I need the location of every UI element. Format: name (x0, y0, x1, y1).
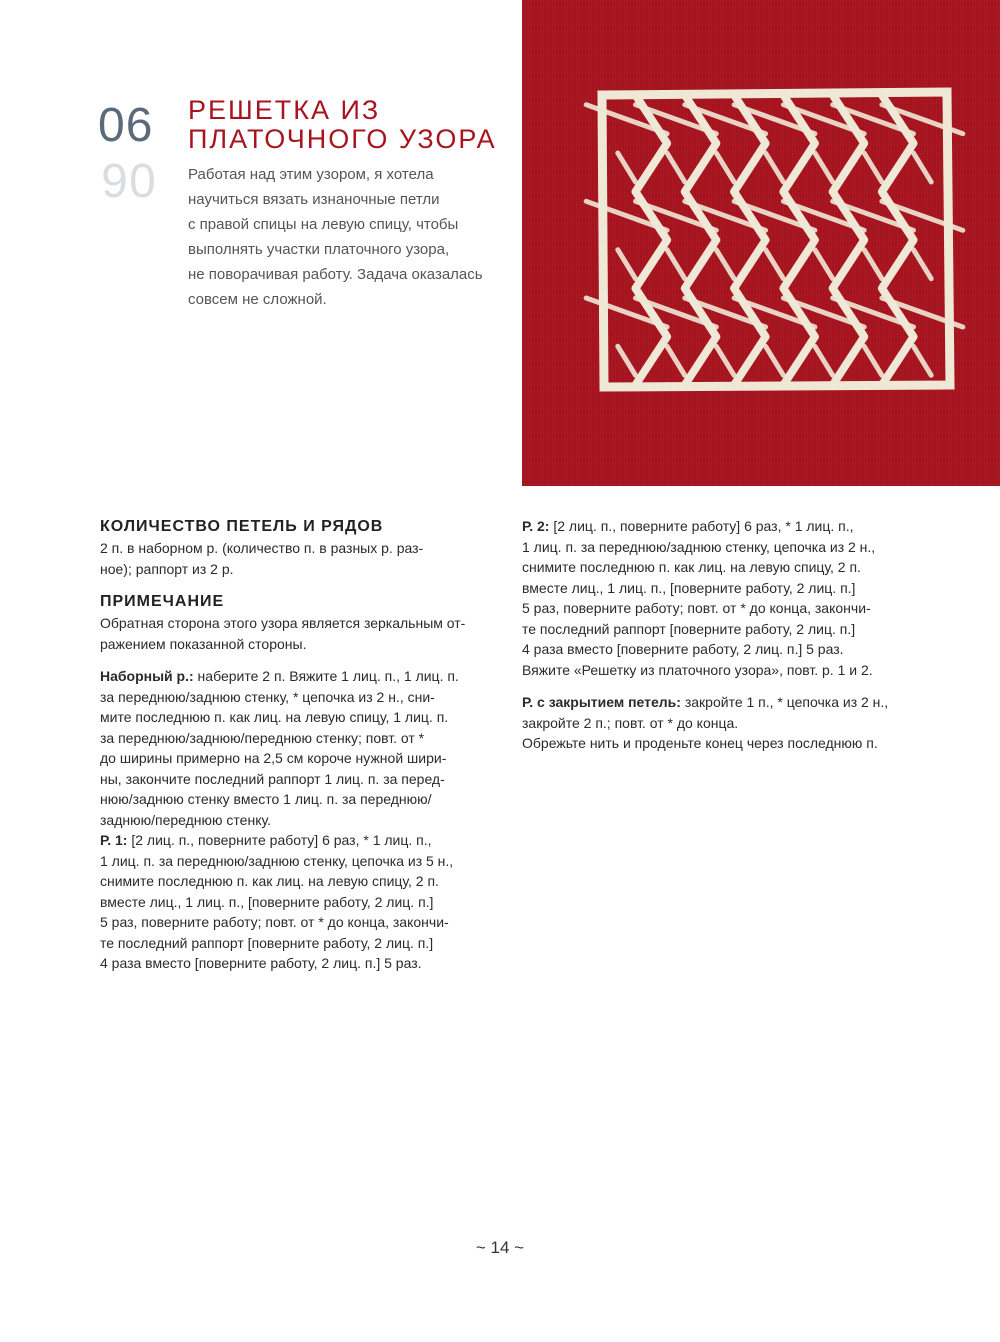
row-2-text (522, 516, 942, 680)
stitch-count-text (100, 538, 500, 579)
pattern-number: 06 (98, 99, 154, 152)
text-line: 4 раза вместо [поверните работу, 2 лиц. п.] 5 раз. (522, 641, 844, 657)
stitch-count-heading: КОЛИЧЕСТВО ПЕТЕЛЬ И РЯДОВ (100, 518, 384, 535)
text-line (100, 666, 500, 687)
text-line: ражением показанной стороны. (100, 635, 307, 652)
text-line: нюю/заднюю стенку вместо 1 лиц. п. за переднюю/ (100, 791, 432, 807)
text-line (522, 692, 942, 713)
title-line: РЕШЕТКА ИЗ (188, 95, 381, 125)
text-line: снимите последнюю п. как лиц. на левую спицу, 2 п. (100, 873, 439, 889)
text-fragment: наберите 2 п. Вяжите 1 лиц. п., 1 лиц. п. (193, 668, 459, 684)
intro-text (188, 162, 508, 312)
text-line: Обратная сторона этого узора является зеркальным от- (100, 615, 466, 631)
row-1-label: Р. 1: (100, 832, 128, 848)
intro-line: совсем не сложной. (188, 291, 327, 308)
intro-line: с правой спицы на левую спицу, чтобы (188, 216, 459, 233)
text-line: 2 п. в наборном р. (количество п. в разных р. раз- (100, 540, 424, 556)
text-fragment: [2 лиц. п., поверните работу] 6 раз, * 1 лиц. п., (549, 518, 854, 534)
text-line: 1 лиц. п. за переднюю/заднюю стенку, цепочка из 5 н., (100, 852, 454, 869)
text-line: заднюю/переднюю стенку. (100, 811, 271, 828)
pattern-number-reflection: 06 (100, 153, 156, 206)
note-heading: ПРИМЕЧАНИЕ (100, 593, 225, 610)
text-line: вместе лиц., 1 лиц. п., [поверните работу, 2 лиц. п.] (100, 893, 434, 910)
cast-on-label: Наборный р.: (100, 668, 194, 684)
text-line: те последний раппорт [поверните работу, 2 лиц. п.] (100, 934, 434, 951)
text-line: закройте 2 п.; повт. от * до конца. (522, 714, 739, 731)
lattice-swatch-image (522, 0, 1000, 486)
intro-line: не поворачивая работу. Задача оказалась (188, 266, 483, 283)
instructions-right-column (522, 516, 942, 754)
row-1-text (100, 830, 500, 974)
note-text (100, 613, 500, 654)
cast-on-row-text (100, 666, 500, 830)
text-line (522, 516, 942, 537)
text-line: 5 раз, поверните работу; повт. от * до конца, закончи- (522, 600, 871, 616)
text-line: 4 раза вместо [поверните работу, 2 лиц. п.] 5 раз. (100, 955, 422, 971)
text-line: за переднюю/заднюю/переднюю стенку; повт. от * (100, 729, 425, 746)
text-line: ное); раппорт из 2 р. (100, 560, 234, 577)
text-line (100, 830, 500, 851)
intro-line: Работая над этим узором, я хотела (188, 166, 434, 183)
text-line: те последний раппорт [поверните работу, 2 лиц. п.] (522, 620, 856, 637)
instructions-left-column (100, 516, 500, 974)
intro-line: выполнять участки платочного узора, (188, 241, 450, 258)
text-line: Вяжите «Решетку из платочного узора», повт. р. 1 и 2. (522, 661, 873, 678)
text-line: снимите последнюю п. как лиц. на левую спицу, 2 п. (522, 559, 861, 575)
text-fragment: [2 лиц. п., поверните работу] 6 раз, * 1 лиц. п., (127, 832, 432, 848)
text-line: мите последнюю п. как лиц. на левую спицу, 1 лиц. п. (100, 709, 449, 725)
text-line: до ширины примерно на 2,5 см короче нужной шири- (100, 750, 447, 766)
text-line: за переднюю/заднюю стенку, * цепочка из 2 н., сни- (100, 688, 435, 705)
bind-off-label: Р. с закрытием петель: (522, 694, 681, 710)
page-number: ~ 14 ~ (475, 1238, 525, 1257)
text-line: 1 лиц. п. за переднюю/заднюю стенку, цепочка из 2 н., (522, 538, 876, 555)
row-2-label: Р. 2: (522, 518, 550, 534)
pattern-title (188, 96, 508, 154)
text-line: ны, закончите последний раппорт 1 лиц. п. за перед- (100, 770, 445, 787)
text-line: Обрежьте нить и проденьте конец через последнюю п. (522, 735, 878, 751)
text-line: 5 раз, поверните работу; повт. от * до конца, закончи- (100, 914, 449, 930)
intro-line: научиться вязать изнаночные петли (188, 191, 440, 208)
title-line: ПЛАТОЧНОГО УЗОРА (188, 124, 497, 154)
bind-off-row-text (522, 692, 942, 754)
text-fragment: закройте 1 п., * цепочка из 2 н., (680, 694, 889, 710)
swatch-photo (522, 0, 1000, 486)
text-line: вместе лиц., 1 лиц. п., [поверните работу, 2 лиц. п.] (522, 579, 856, 596)
